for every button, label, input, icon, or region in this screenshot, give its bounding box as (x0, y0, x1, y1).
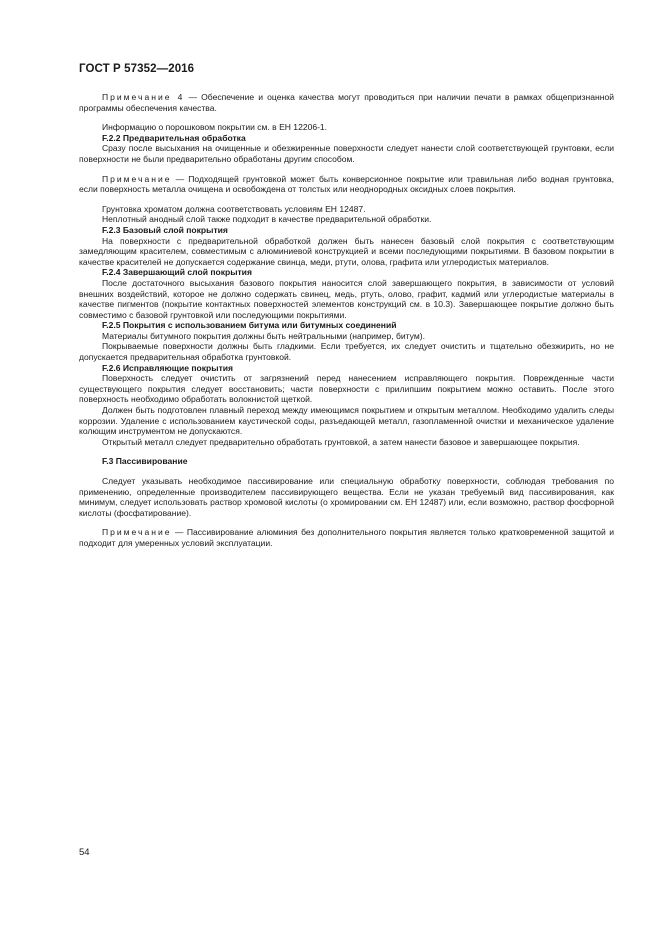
section-heading-f22: F.2.2 Предварительная обработка (102, 132, 246, 143)
paragraph: Грунтовка хроматом должна соответствовать условиям ЕН 12487. (102, 203, 366, 214)
paragraph: Должен быть подготовлен плавный переход между имеющимся покрытием и открытым металлом. Необходимо удалить следы коррозии. Удаление с использованием каустической соды, разъедающей металл, газопламенной очистки и механическое удаление колющим инструментом не допускаются. (79, 405, 614, 437)
section-heading-f26: F.2.6 Исправляющие покрытия (102, 362, 233, 373)
note-f22 (79, 174, 614, 195)
note-4 (79, 92, 614, 113)
paragraph: Открытый металл следует предварительно обработать грунтовкой, а затем нанести базовое и завершающее покрытия. (102, 436, 580, 447)
paragraph: Информацию о порошковом покрытии см. в ЕН 12206-1. (102, 122, 328, 133)
note-text: — Обеспечение и оценка качества могут проводиться при наличии печати в рамках общепризнанной программы обеспечения качества. (79, 92, 614, 113)
note-f3 (79, 527, 614, 548)
paragraph: Материалы битумного покрытия должны быть нейтральными (например, битум). (102, 330, 425, 341)
paragraph: Покрываемые поверхности должны быть гладкими. Если требуется, их следует очистить и тщательно обезжирить, но не допускается предварительная обработка грунтовкой. (79, 341, 614, 363)
page-number: 54 (79, 847, 90, 858)
paragraph: После достаточного высыхания базового покрытия наносится слой завершающего покрытия, в зависимости от условий внешних воздействий, которое не должно содержать свинец, медь, ртуть, олово, графит, кадмий или углеродистые материалы в качестве пигментов (покрытие контактных поверхностей элементов конструкций см. в 10.3). Завершающее покрытие должно быть совместимо с базовой грунтовкой или последующими покрытиями. (79, 277, 614, 320)
section-heading-f23: F.2.3 Базовый слой покрытия (102, 224, 228, 235)
note-label: Примечание (102, 527, 172, 538)
note-label: Примечание 4 (102, 92, 185, 102)
paragraph: Следует указывать необходимое пассивирование или специальную обработку поверхности, соблюдая требования по применению, определенные производителем пассивирующего вещества. Если не указан требуемый вид пассивирования, как минимум, следует использовать раствор хромовой кислоты (о хромировании см. ЕН 12487) или, если возможно, раствор фосфорной кислоты (фосфатирование). (79, 476, 614, 518)
note-text: — Подходящей грунтовкой может быть конверсионное покрытие или травильная либо водная грунтовка, если поверхность металла очищена и освобождена от толстых или неоднородных оксидных слоев покрытия. (79, 173, 614, 195)
section-heading-f24: F.2.4 Завершающий слой покрытия (102, 267, 252, 278)
document-header: ГОСТ Р 57352—2016 (79, 63, 195, 75)
section-heading-f25: F.2.5 Покрытия с использованием битума или битумных соединений (102, 320, 397, 331)
paragraph: Поверхность следует очистить от загрязнений перед нанесением исправляющего покрытия. Поврежденные части существующего покрытия следует восстановить; части поверхности с прилипшим покрытием можно оставить. После этого поверхность необходимо обработать волокнистой щеткой. (79, 373, 614, 405)
note-label: Примечание (102, 173, 172, 184)
paragraph: На поверхности с предварительной обработкой должен быть нанесен базовый слой покрытия с соответствующим замедляющим красителем, совместимым с алюминиевой конструкцией и всеми последующими покрытиями. В базовом покрытии в качестве красителей не допускается содержание свинца, меди, ртути, олова, графита или углеродистых материалов. (79, 235, 614, 267)
paragraph: Сразу после высыхания на очищенные и обезжиренные поверхности следует нанести слой соответствующей грунтовки, если поверхности не были предварительно обработаны другим способом. (79, 143, 614, 164)
note-text: — Пассивирование алюминия без дополнительного покрытия является только кратковременной защитой и подходит для умеренных условий эксплуатации. (79, 527, 614, 548)
section-heading-f3: F.3 Пассивирование (102, 456, 188, 467)
paragraph: Неплотный анодный слой также подходит в качестве предварительной обработки. (102, 214, 432, 225)
document-body (79, 92, 614, 549)
